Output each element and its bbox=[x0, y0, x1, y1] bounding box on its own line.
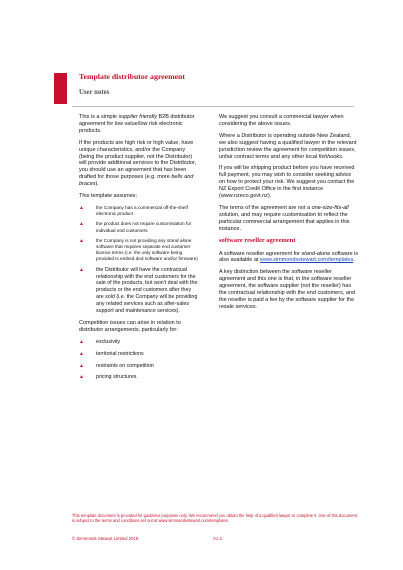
text-run: restraints on competition bbox=[96, 362, 154, 369]
text-run: . bbox=[353, 257, 355, 264]
text-run: the Company is not providing any bbox=[96, 237, 167, 243]
text-run: . bbox=[341, 153, 344, 160]
document-subtitle: User notes bbox=[79, 89, 110, 96]
text-run-italic: fishhooks bbox=[318, 153, 342, 160]
text-run-italic: supplier friendly bbox=[118, 114, 157, 120]
text-run: The terms of the agreement are not a bbox=[219, 204, 312, 211]
text-run-italic: bells and braces bbox=[79, 174, 194, 188]
consult-paragraph: We suggest you consult a commercial lawyer when considering the above issues. bbox=[219, 114, 344, 127]
templates-link[interactable]: www.simmondsstewart.com/templates bbox=[259, 257, 354, 264]
text-run: software is also available at bbox=[219, 250, 359, 264]
text-run: the product does not require customisation for individual end customers bbox=[96, 221, 192, 233]
triangle-bullet-icon: ▲ bbox=[79, 338, 84, 345]
left-column bbox=[79, 114, 199, 386]
text-run: solution, and may require customisation to reflect the particular commercial arrangement that applies in this instance. bbox=[219, 211, 350, 232]
competition-paragraph: Competition issues can arise in relation to distributor arrangements, particularly for: bbox=[79, 319, 181, 333]
text-run: A software reseller agreement for bbox=[219, 250, 302, 257]
right-column bbox=[219, 114, 359, 316]
list-item bbox=[79, 351, 199, 358]
text-run-italic: stand-alone bbox=[301, 250, 331, 257]
footer-version: V1.2 bbox=[213, 536, 222, 541]
reseller-paragraph bbox=[219, 251, 359, 265]
competition-list bbox=[79, 339, 199, 382]
text-run: ). bbox=[95, 181, 99, 188]
triangle-bullet-icon: ▲ bbox=[79, 204, 84, 211]
list-item bbox=[79, 205, 199, 217]
intro-paragraph bbox=[79, 114, 199, 135]
terms-paragraph bbox=[219, 205, 359, 233]
triangle-bullet-icon: ▲ bbox=[79, 350, 84, 357]
section-heading: software reseller agreement bbox=[219, 236, 296, 244]
list-item bbox=[79, 339, 199, 346]
text-run-italic: stand-alone bbox=[166, 237, 192, 243]
triangle-bullet-icon: ▲ bbox=[79, 374, 84, 381]
list-item bbox=[79, 363, 199, 370]
assumes-paragraph: This template assumes: bbox=[79, 193, 138, 200]
triangle-bullet-icon: ▲ bbox=[79, 362, 84, 369]
text-run-italic: one-size-fits-all bbox=[311, 204, 349, 211]
list-item bbox=[79, 374, 199, 381]
outside-nz-paragraph bbox=[219, 133, 359, 161]
header-divider bbox=[72, 106, 354, 107]
triangle-bullet-icon: ▲ bbox=[79, 237, 84, 244]
text-run: software that requires separate end customer licence terms (i.e. the only software being provided is embed ded software and/or firmware) bbox=[96, 243, 198, 262]
text-run: the Company has a commercial off-the-shelf electronic product bbox=[96, 204, 188, 217]
text-run: Where a Distributor is operating outside New Zealand, we also suggest having a qualified lawyer in the relevant jurisdiction review the agreement for competition issues, unfair contract terms and any other local bbox=[219, 132, 357, 160]
distinction-paragraph: A key distinction between the software reseller agreement and this one is that, in the software reseller agreement, the software supplier (not the reseller) has the contractual relationship with the end customers, and the reseller is paid a fee by the software supplier for the resale services. bbox=[219, 269, 356, 310]
text-run: This is a simple bbox=[79, 114, 119, 120]
text-run: B2B distributor agreement for low value/low risk electronic products. bbox=[79, 114, 195, 134]
text-run: If the products are high risk or high value, have unique characteristics, and/or the Company (being the product supplier, not the Distributor) will provide additional services to the Distributor, you should use an agreement that has been drafted for those purposes (e.g. more bbox=[79, 139, 197, 181]
list-item bbox=[79, 238, 199, 263]
footer-notice: This template document is provided for guidance purposes only. We recommend you obtain the help of a qualified lawyer to complete it. Use of this document is subject to the terms and conditions set out at www.simmondsstewart.com/templates. bbox=[72, 513, 357, 524]
text-run: pricing structures. bbox=[96, 374, 138, 381]
high-risk-paragraph bbox=[79, 140, 199, 188]
accent-bar bbox=[54, 73, 67, 104]
text-run: territorial restrictions bbox=[96, 350, 144, 357]
triangle-bullet-icon: ▲ bbox=[79, 221, 84, 228]
text-run: the Distributor will have the contractual relationship with the end customers for the sale of the products, but won't deal with the products or the end customers after they are sold (i.e. the Company will be providing any related services such as after-sales support and maintenance services). bbox=[96, 266, 198, 315]
list-item bbox=[79, 267, 199, 315]
footer-copyright: © Simmonds Stewart Limited 2018 bbox=[72, 536, 139, 541]
list-item bbox=[79, 221, 199, 233]
triangle-bullet-icon: ▲ bbox=[79, 266, 84, 273]
document-title: Template distributor agreement bbox=[79, 72, 185, 81]
assumptions-list bbox=[79, 205, 199, 315]
shipping-paragraph: If you will be shipping product before you have received full payment, you may wish to consider seeking advice on how to protect your risk. We suggest you contact the NZ Export Credit Office in the first instance (www.nzeco.govt.nz). bbox=[219, 165, 355, 200]
text-run: exclusivity bbox=[96, 338, 121, 345]
